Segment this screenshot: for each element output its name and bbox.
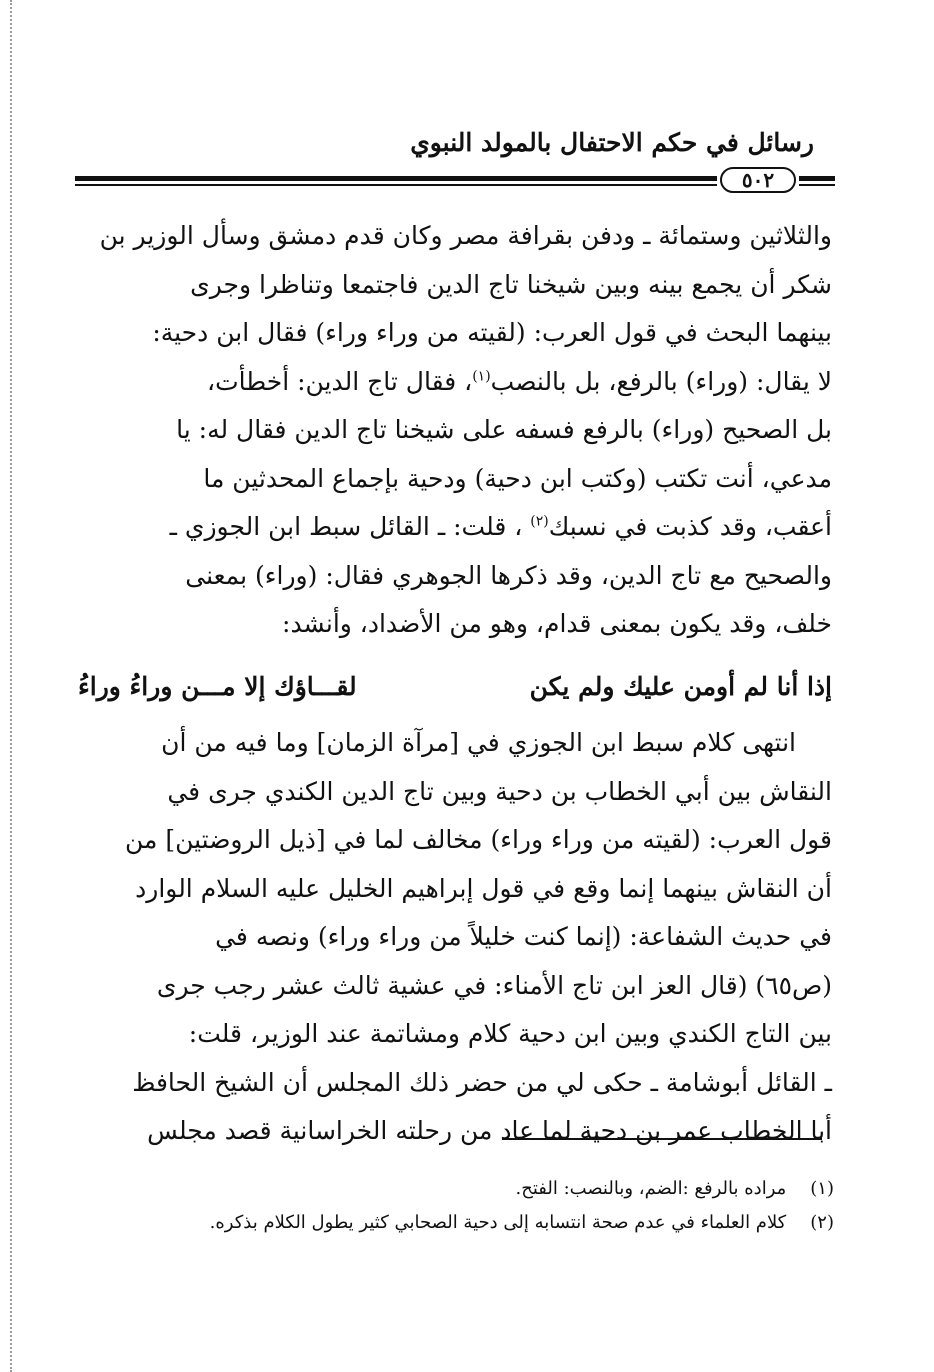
footnote-marker-1: (١) (472, 368, 491, 385)
text-line: بين التاج الكندي وبين ابن دحية كلام ومشاتمة عند الوزير، قلت: (188, 1019, 832, 1048)
page-edge-dots (10, 0, 12, 1372)
header-rule-thick (75, 176, 717, 181)
header-rule-right-thick (799, 176, 835, 181)
text-segment: لا يقال: (وراء) بالرفع، بل بالنصب (490, 366, 832, 396)
paragraph-2 (78, 719, 832, 1156)
verse-first-hemistich: إذا أنا لم أومن عليك ولم يكن (529, 671, 832, 701)
text-line: بينهما البحث في قول العرب: (لقيته من وراء وراء) فقال ابن دحية: (152, 318, 832, 347)
text-line: ـ القائل أبوشامة ـ حكى لي من حضر ذلك المجلس أن الشيخ الحافظ (132, 1067, 832, 1097)
footnote-2 (94, 1206, 834, 1240)
text-line: (ص٦٥) (قال العز ابن تاج الأمناء: في عشية ثالث عشر رجب جرى (156, 970, 832, 1000)
text-line-with-footnote-2 (78, 503, 832, 552)
verse-second-hemistich: لقـــاؤك إلا مـــن وراءُ وراءُ (78, 671, 357, 701)
footnote-1 (94, 1172, 834, 1206)
footnote-text: مراده بالرفع :الضم، وبالنصب: الفتح. (515, 1178, 787, 1199)
text-line: أبا الخطاب عمر بن دحية لما عاد من رحلته الخراسانية قصد مجلس (147, 1116, 832, 1145)
header-rule (75, 167, 835, 193)
header-rule-thin (75, 184, 717, 186)
text-line: قول العرب: (لقيته من وراء وراء) مخالف لما في [ذيل الروضتين] من (124, 825, 832, 854)
paragraph-1 (78, 212, 832, 649)
footnote-number: (١) (810, 1178, 834, 1199)
page-number: ٥٠٢ (720, 167, 796, 193)
text-line: أن النقاش بينهما إنما وقع في قول إبراهيم الخليل عليه السلام الوارد (135, 873, 832, 903)
footnote-text: كلام العلماء في عدم صحة انتسابه إلى دحية الصحابي كثير يطول الكلام بذكره. (209, 1212, 787, 1233)
text-line: بل الصحيح (وراء) بالرفع فسفه على شيخنا تاج الدين فقال له: يا (176, 415, 832, 444)
text-line: مدعي، أنت تكتب (وكتب ابن دحية) ودحية بإجماع المحدثين ما (203, 463, 832, 493)
text-line: في حديث الشفاعة: (إنما كنت خليلاً من وراء وراء) ونصه في (215, 922, 832, 951)
running-header-title: رسائل في حكم الاحتفال بالمولد النبوي (410, 128, 814, 157)
text-segment: أعقب، وقد كذبت في نسبك (548, 512, 832, 541)
text-segment: ، قلت: ـ القائل سبط ابن الجوزي ـ (169, 512, 531, 541)
text-line: خلف، وقد يكون بمعنى قدام، وهو من الأضداد، وأنشد: (282, 609, 832, 638)
text-line: شكر أن يجمع بينه وبين شيخنا تاج الدين فاجتمعا وتناظرا وجرى (190, 269, 832, 299)
text-line: النقاش بين أبي الخطاب بن دحية وبين تاج الدين الكندي جرى في (167, 776, 832, 806)
footnotes (94, 1172, 834, 1240)
text-segment: ، فقال تاج الدين: أخطأت، (207, 366, 473, 396)
text-line: والصحيح مع تاج الدين، وقد ذكرها الجوهري فقال: (وراء) بمعنى (185, 560, 832, 590)
poetry-verse (78, 663, 832, 712)
text-line: والثلاثين وستمائة ـ ودفن بقرافة مصر وكان قدم دمشق وسأل الوزير بن (99, 221, 832, 250)
footnote-separator (502, 1138, 822, 1140)
text-line-with-footnote-1 (78, 358, 832, 407)
header-rule-right-thin (799, 184, 835, 186)
footnote-number: (٢) (810, 1212, 834, 1233)
footnote-marker-2: (٢) (530, 513, 549, 530)
text-line: انتهى كلام سبط ابن الجوزي في [مرآة الزمان] وما فيه من أن (161, 728, 796, 757)
main-text (78, 212, 832, 1156)
